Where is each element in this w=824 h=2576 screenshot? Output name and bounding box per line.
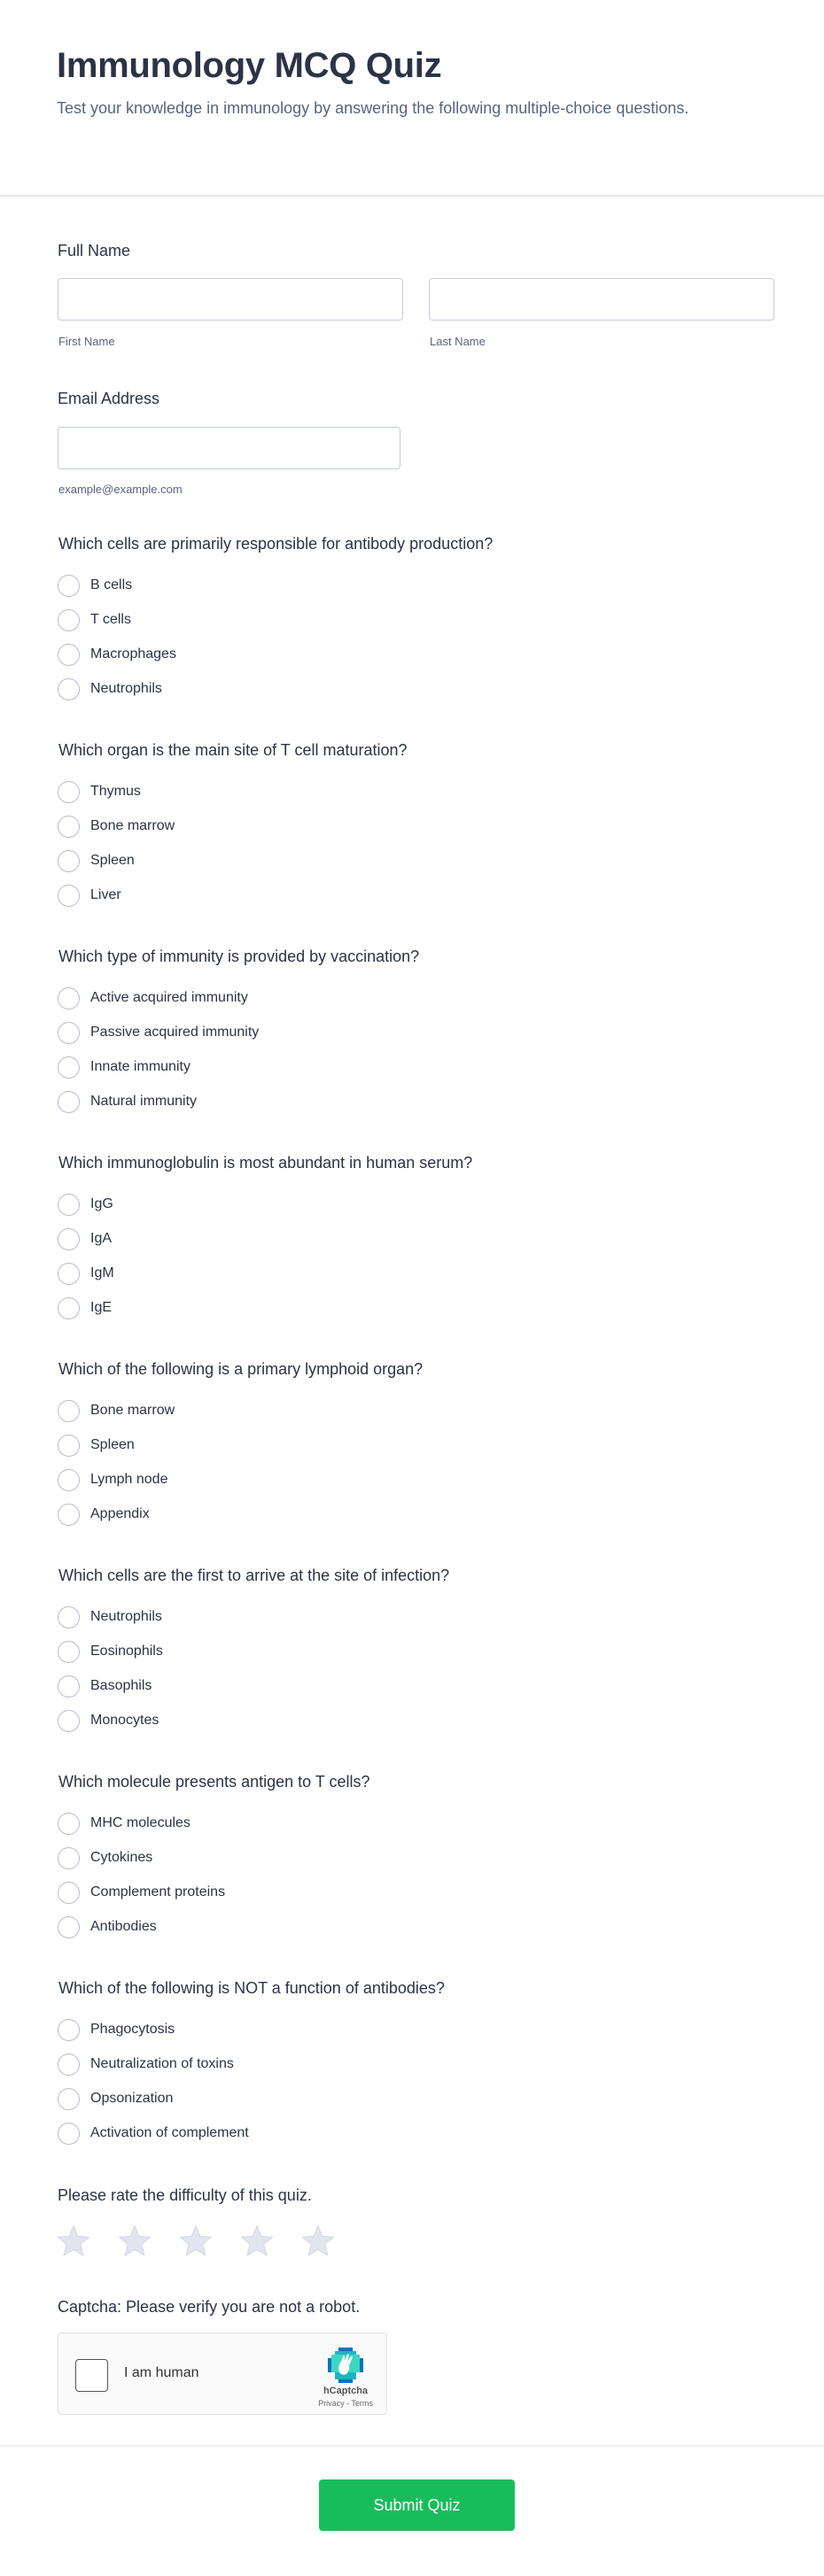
radio-button[interactable] [58,2088,80,2110]
radio-option-label: IgG [90,1196,113,1211]
radio-button[interactable] [58,1400,80,1422]
radio-option[interactable] [58,643,176,666]
full-name-label: Full Name [58,242,131,259]
radio-option[interactable] [58,1503,150,1526]
radio-option[interactable] [58,849,135,872]
radio-option[interactable] [58,1056,190,1079]
radio-option-label: Passive acquired immunity [90,1025,260,1040]
radio-option-label: Macrophages [90,646,176,661]
radio-button[interactable] [58,885,80,907]
email-sublabel: example@example.com [58,483,183,496]
radio-button[interactable] [58,1847,80,1869]
question-3 [58,948,784,1125]
radio-option[interactable] [58,1227,112,1250]
radio-button[interactable] [58,1675,80,1698]
radio-option[interactable] [58,1881,225,1904]
radio-button[interactable] [58,850,80,872]
star-icon[interactable] [117,2224,152,2259]
radio-option[interactable] [58,677,162,700]
radio-option[interactable] [58,2018,175,2041]
radio-option[interactable] [58,1709,159,1732]
radio-option[interactable] [58,1812,190,1835]
radio-option[interactable] [58,608,131,631]
radio-option-label: Cytokines [90,1850,153,1865]
radio-option[interactable] [58,1193,113,1216]
last-name-input[interactable] [429,278,774,321]
radio-option-label: Spleen [90,853,135,868]
radio-button[interactable] [58,1641,80,1663]
radio-button[interactable] [58,1606,80,1628]
radio-option-label: Bone marrow [90,818,175,833]
radio-option-label: Eosinophils [90,1644,163,1659]
question-8 [58,1979,784,2156]
radio-option[interactable] [58,1399,175,1422]
radio-option[interactable] [58,2053,234,2076]
radio-option[interactable] [58,815,175,838]
question-6 [58,1566,784,1744]
radio-option-label: IgM [90,1265,114,1280]
radio-option[interactable] [58,1675,152,1698]
radio-option-label: Natural immunity [90,1094,198,1109]
radio-button[interactable] [58,987,80,1010]
question-title: Which of the following is NOT a function of antibodies? [58,1979,445,1997]
radio-button[interactable] [58,1194,80,1216]
question-4 [58,1154,784,1331]
radio-option[interactable] [58,2122,249,2145]
first-name-sublabel: First Name [58,335,115,348]
radio-option-label: Neutralization of toxins [90,2056,234,2071]
radio-button[interactable] [58,1297,80,1319]
hcaptcha-brand: hCaptcha [323,2386,369,2396]
radio-option-label: Neutrophils [90,681,162,696]
question-title: Which cells are primarily responsible for antibody production? [58,535,494,553]
hcaptcha-logo-icon [328,2348,363,2383]
radio-option-label: Innate immunity [90,1059,190,1074]
star-icon[interactable] [178,2224,214,2259]
radio-button[interactable] [58,1469,80,1491]
radio-option-label: Basophils [90,1678,152,1693]
captcha-checkbox[interactable] [75,2359,108,2392]
last-name-sublabel: Last Name [430,335,486,348]
header-divider [0,195,824,197]
radio-option[interactable] [58,1605,162,1628]
radio-option-label: IgE [90,1300,113,1315]
radio-button[interactable] [58,609,80,631]
radio-button[interactable] [58,781,80,803]
first-name-input[interactable] [58,278,403,321]
question-7 [58,1773,784,1950]
question-2 [58,741,784,918]
radio-option-label: Monocytes [90,1713,159,1728]
radio-button[interactable] [58,678,80,700]
radio-option[interactable] [58,1468,167,1491]
radio-option-label: Opsonization [90,2091,174,2106]
radio-option-label: Neutrophils [90,1609,162,1624]
radio-button[interactable] [58,1056,80,1079]
radio-button[interactable] [58,644,80,666]
radio-option[interactable] [58,1915,157,1938]
radio-option[interactable] [58,1262,114,1285]
radio-button[interactable] [58,1091,80,1113]
submit-button[interactable]: Submit Quiz [319,2479,515,2531]
captcha-checkbox-label: I am human [124,2365,199,2380]
radio-button[interactable] [58,1263,80,1285]
radio-option[interactable] [58,1021,259,1044]
page-title: Immunology MCQ Quiz [57,46,442,85]
question-title: Which molecule presents antigen to T cells? [58,1773,370,1791]
radio-button[interactable] [58,1435,80,1457]
footer-divider [0,2445,824,2447]
radio-option[interactable] [58,1296,112,1319]
question-title: Which of the following is a primary lymphoid organ? [58,1360,424,1378]
radio-button[interactable] [58,1882,80,1904]
star-icon[interactable] [56,2224,91,2259]
radio-option-label: Bone marrow [90,1403,175,1418]
radio-option-label: IgA [90,1231,113,1246]
radio-button[interactable] [58,2019,80,2041]
star-icon[interactable] [300,2224,336,2259]
radio-button[interactable] [58,1916,80,1938]
question-title: Which cells are the first to arrive at the site of infection? [58,1566,450,1584]
captcha-label: Captcha: Please verify you are not a robot. [58,2298,361,2316]
radio-option-label: B cells [90,577,133,592]
radio-option[interactable] [58,574,132,597]
radio-option[interactable] [58,2087,173,2110]
radio-option[interactable] [58,1640,163,1663]
radio-option[interactable] [58,780,141,803]
radio-option[interactable] [58,884,121,907]
radio-option-label: Lymph node [90,1472,168,1487]
radio-button[interactable] [58,2054,80,2076]
radio-button[interactable] [58,816,80,838]
page-subtitle: Test your knowledge in immunology by answering the following multiple-choice questions. [57,99,689,117]
question-title: Which immunoglobulin is most abundant in human serum? [58,1154,473,1172]
radio-option-label: Spleen [90,1437,135,1452]
radio-option[interactable] [58,1846,152,1869]
radio-option-label: Antibodies [90,1919,157,1934]
radio-button[interactable] [58,1813,80,1835]
rating-label: Please rate the difficulty of this quiz. [58,2186,312,2204]
star-icon[interactable] [239,2224,275,2259]
radio-option-label: MHC molecules [90,1815,190,1830]
radio-button[interactable] [58,1504,80,1526]
hcaptcha-links[interactable]: Privacy - Terms [318,2399,373,2408]
radio-option-label: Complement proteins [90,1884,226,1899]
email-label: Email Address [58,390,160,407]
question-title: Which type of immunity is provided by vaccination? [58,948,420,965]
radio-button[interactable] [58,1022,80,1044]
radio-option-label: Liver [90,887,121,902]
question-title: Which organ is the main site of T cell maturation? [58,741,408,759]
radio-button[interactable] [58,575,80,597]
captcha-widget [58,2332,387,2415]
radio-option-label: Thymus [90,784,141,799]
star-rating [56,2224,361,2259]
question-5 [58,1360,784,1537]
radio-option-label: Activation of complement [90,2125,249,2140]
radio-button[interactable] [58,1228,80,1250]
radio-option-label: Active acquired immunity [90,990,248,1005]
question-1 [58,535,784,712]
radio-option[interactable] [58,1090,197,1113]
radio-option[interactable] [58,1434,135,1457]
radio-option-label: T cells [90,612,131,627]
radio-option-label: Appendix [90,1506,150,1521]
radio-button[interactable] [58,2123,80,2145]
radio-button[interactable] [58,1710,80,1732]
radio-option[interactable] [58,986,248,1010]
radio-option-label: Phagocytosis [90,2022,175,2037]
email-input[interactable] [58,427,400,469]
